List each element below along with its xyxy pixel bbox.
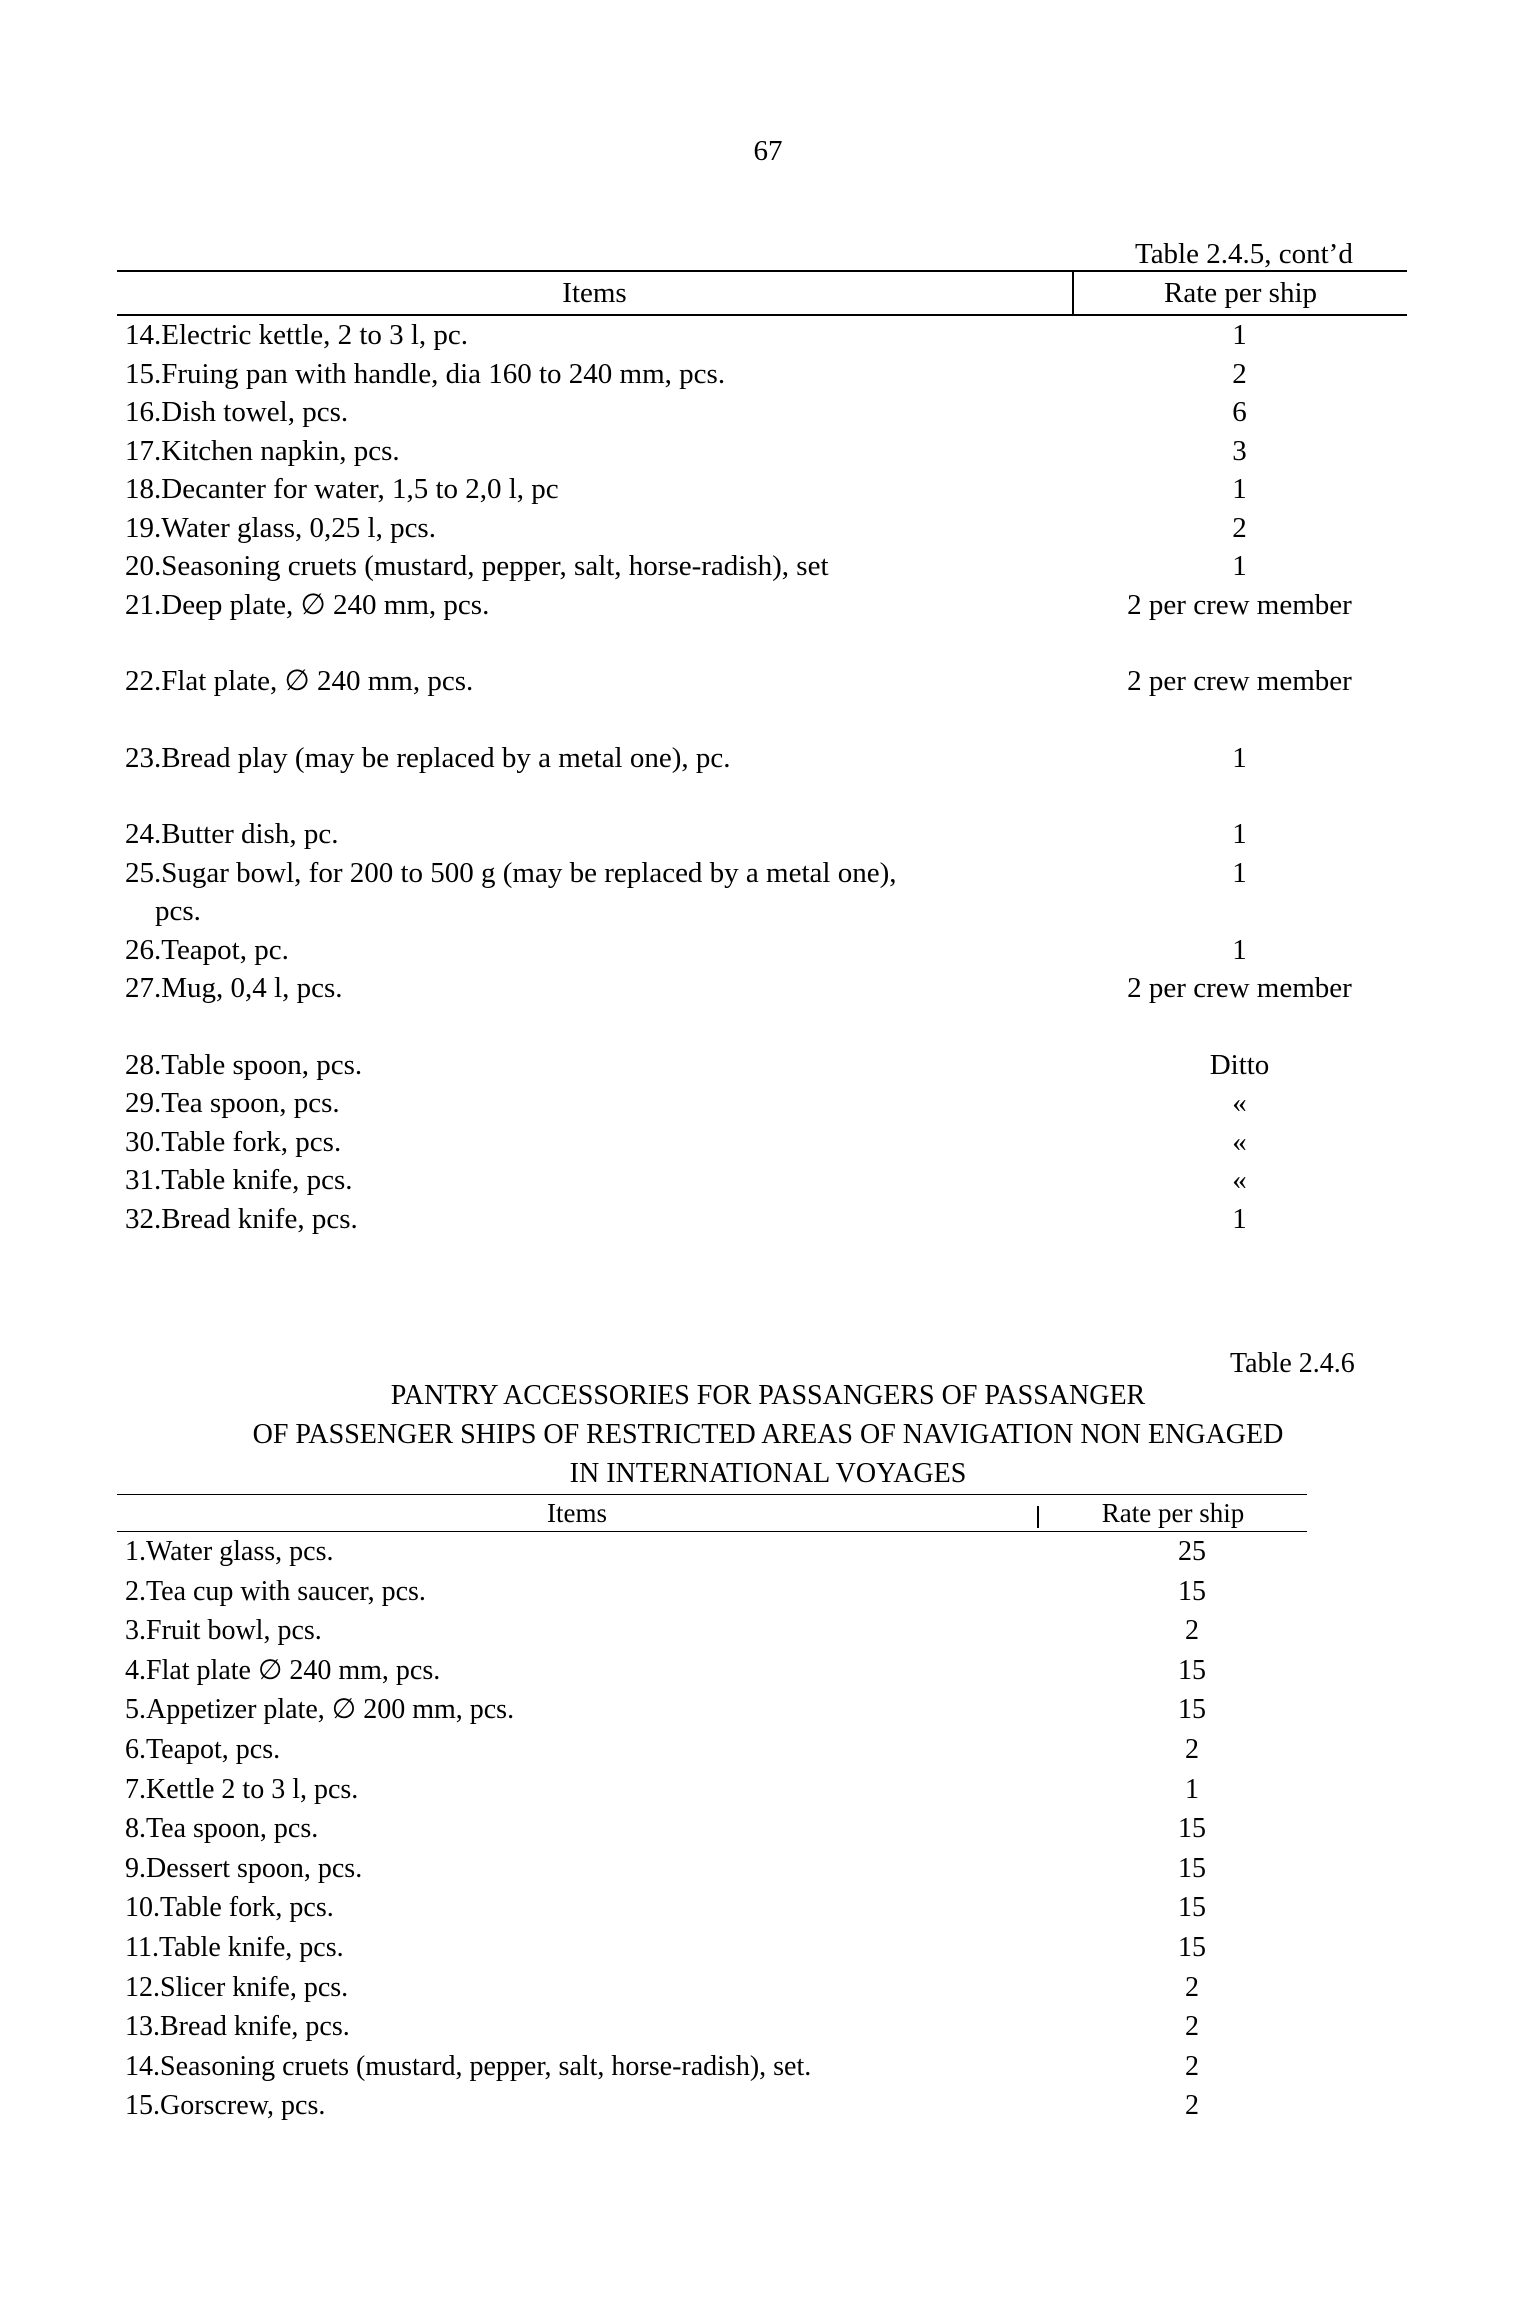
item-cell xyxy=(117,1770,1037,1810)
table-2-4-5 xyxy=(117,270,1407,1238)
item-cell xyxy=(117,662,1072,701)
table-row xyxy=(117,1888,1307,1928)
item-cell xyxy=(117,316,1072,355)
table-row xyxy=(117,586,1407,625)
table-row xyxy=(117,470,1407,509)
rate-cell: Ditto xyxy=(1209,1048,1270,1081)
table-header xyxy=(117,1494,1307,1532)
item-text: 31.Table knife, pcs. xyxy=(125,1164,353,1196)
table-row xyxy=(117,393,1407,432)
rate-cell: 15 xyxy=(1178,1813,1206,1845)
rate-cell: 2 xyxy=(1232,511,1247,544)
item-text: 23.Bread play (may be replaced by a metal one), pc. xyxy=(125,741,731,774)
item-text: 1.Water glass, pcs. xyxy=(125,1536,334,1567)
rate-cell: 1 xyxy=(1232,933,1247,966)
item-cell xyxy=(117,2007,1037,2047)
item-text: 19.Water glass, 0,25 l, pcs. xyxy=(125,511,436,544)
item-text: 27.Mug, 0,4 l, pcs. xyxy=(125,972,343,1004)
item-cell xyxy=(117,931,1072,970)
page-number: 67 xyxy=(753,135,783,167)
item-text: 24.Butter dish, pc. xyxy=(125,818,339,850)
item-cell xyxy=(117,854,1072,931)
item-cell xyxy=(117,1730,1037,1770)
item-text: 15.Fruing pan with handle, dia 160 to 240 mm, pcs. xyxy=(125,357,726,390)
table-body xyxy=(117,1532,1307,2126)
item-cell xyxy=(117,1651,1037,1691)
rate-cell: 1 xyxy=(1232,741,1247,774)
table-row xyxy=(117,1532,1307,1572)
table-row xyxy=(117,1928,1307,1968)
rate-cell: 1 xyxy=(1232,856,1247,889)
item-cell xyxy=(117,1161,1072,1200)
item-text: 17.Kitchen napkin, pcs. xyxy=(125,434,400,467)
rate-cell: 3 xyxy=(1232,434,1247,467)
rate-cell: 2 xyxy=(1185,1971,1199,2003)
table-caption: Table 2.4.5, cont’d xyxy=(1135,238,1353,270)
table-row xyxy=(117,1968,1307,2008)
item-text: 22.Flat plate, ∅ 240 mm, pcs. xyxy=(125,665,474,697)
table-row xyxy=(117,1200,1407,1239)
item-cell xyxy=(117,1084,1072,1123)
item-cell xyxy=(117,1123,1072,1162)
item-text: 18.Decanter for water, 1,5 to 2,0 l, pc xyxy=(125,473,559,505)
item-text: 11.Table knife, pcs. xyxy=(125,1931,344,1963)
item-cell xyxy=(117,393,1072,432)
table-row xyxy=(117,1161,1407,1200)
header-rate: Rate per ship xyxy=(1101,1497,1245,1528)
header-rate: Rate per ship xyxy=(1163,276,1317,309)
item-cell xyxy=(117,1928,1037,1968)
table-row xyxy=(117,355,1407,394)
table-row xyxy=(117,1572,1307,1612)
item-cell xyxy=(117,586,1072,625)
rate-cell: 2 per crew member xyxy=(1127,588,1352,621)
rate-cell: 2 per crew member xyxy=(1127,972,1352,1004)
item-cell xyxy=(117,1046,1072,1085)
rate-cell: 2 xyxy=(1185,2050,1199,2082)
item-cell xyxy=(117,2047,1037,2087)
rate-cell: 1 xyxy=(1185,1773,1199,1805)
rate-cell: « xyxy=(1232,1164,1247,1196)
table-2-4-6 xyxy=(117,1494,1307,2126)
table-row xyxy=(117,1770,1307,1810)
rate-cell: 2 xyxy=(1185,2090,1199,2122)
item-text: 8.Tea spoon, pcs. xyxy=(125,1813,319,1845)
item-text: 26.Teapot, pc. xyxy=(125,933,289,966)
item-cell xyxy=(117,1968,1037,2008)
table-row xyxy=(117,2047,1307,2087)
rate-cell: 1 xyxy=(1232,550,1247,582)
table-row xyxy=(117,662,1407,701)
item-cell xyxy=(117,1809,1037,1849)
item-text: 2.Tea cup with saucer, pcs. xyxy=(125,1575,426,1607)
table-row xyxy=(117,815,1407,854)
table-row xyxy=(117,1611,1307,1651)
item-cell xyxy=(117,509,1072,548)
rate-cell: 15 xyxy=(1178,1852,1206,1884)
table-row xyxy=(117,739,1407,778)
table-row xyxy=(117,931,1407,970)
table-body xyxy=(117,316,1407,1238)
item-cell xyxy=(117,969,1072,1008)
item-text: 14.Seasoning cruets (mustard, pepper, salt, horse-radish), set. xyxy=(125,2050,812,2082)
item-text-continuation: pcs. xyxy=(155,895,201,927)
item-text: 4.Flat plate ∅ 240 mm, pcs. xyxy=(125,1654,441,1686)
item-text: 13.Bread knife, pcs. xyxy=(125,2011,350,2043)
table-row xyxy=(117,969,1407,1008)
rate-cell: 15 xyxy=(1178,1654,1206,1686)
table-row xyxy=(117,854,1407,931)
rate-cell: 1 xyxy=(1232,818,1247,850)
rate-cell: 2 xyxy=(1185,1733,1199,1765)
item-cell xyxy=(117,1611,1037,1651)
item-text: 9.Dessert spoon, pcs. xyxy=(125,1852,363,1884)
rate-cell: 2 xyxy=(1232,357,1247,390)
item-text: 25.Sugar bowl, for 200 to 500 g (may be replaced by a metal one), xyxy=(125,856,897,889)
item-cell xyxy=(117,470,1072,509)
item-text: 29.Tea spoon, pcs. xyxy=(125,1087,340,1119)
rate-cell: 15 xyxy=(1178,1892,1206,1924)
table-row xyxy=(117,509,1407,548)
item-text: 28.Table spoon, pcs. xyxy=(125,1048,363,1081)
table-row xyxy=(117,1730,1307,1770)
table-row xyxy=(117,432,1407,471)
table-row xyxy=(117,1046,1407,1085)
item-cell xyxy=(117,2086,1037,2126)
rate-cell: 15 xyxy=(1178,1575,1206,1607)
item-text: 15.Gorscrew, pcs. xyxy=(125,2090,326,2122)
title-line: PANTRY ACCESSORIES FOR PASSANGERS OF PASSANGER xyxy=(390,1380,1146,1411)
rate-cell: 2 xyxy=(1185,1615,1199,1647)
item-text: 3.Fruit bowl, pcs. xyxy=(125,1615,322,1647)
item-cell xyxy=(117,815,1072,854)
title-line: OF PASSENGER SHIPS OF RESTRICTED AREAS OF NAVIGATION NON ENGAGED xyxy=(252,1419,1284,1450)
table-row xyxy=(117,1809,1307,1849)
item-cell xyxy=(117,1572,1037,1612)
title-line: IN INTERNATIONAL VOYAGES xyxy=(569,1458,967,1489)
header-items: Items xyxy=(117,272,1074,314)
item-text: 7.Kettle 2 to 3 l, pcs. xyxy=(125,1773,359,1805)
table-header xyxy=(117,270,1407,316)
item-cell xyxy=(117,1532,1037,1572)
item-cell xyxy=(117,739,1072,778)
rate-cell: 1 xyxy=(1232,319,1247,351)
table-row xyxy=(117,316,1407,355)
table-row xyxy=(117,2086,1307,2126)
table-row xyxy=(117,2007,1307,2047)
rate-cell: 1 xyxy=(1232,1202,1247,1235)
item-text: 10.Table fork, pcs. xyxy=(125,1892,334,1924)
rate-cell: 15 xyxy=(1178,1694,1206,1726)
item-cell xyxy=(117,1690,1037,1730)
table-row xyxy=(117,1123,1407,1162)
item-cell xyxy=(117,547,1072,586)
header-items: Items xyxy=(547,1498,607,1528)
rate-cell: 25 xyxy=(1178,1536,1206,1567)
item-cell xyxy=(117,1200,1072,1239)
item-text: 21.Deep plate, ∅ 240 mm, pcs. xyxy=(125,588,490,621)
item-text: 20.Seasoning cruets (mustard, pepper, salt, horse-radish), set xyxy=(125,550,829,582)
table-title xyxy=(0,1376,1536,1493)
rate-cell: « xyxy=(1232,1087,1247,1119)
item-text: 30.Table fork, pcs. xyxy=(125,1125,342,1158)
table-row xyxy=(117,1651,1307,1691)
item-text: 12.Slicer knife, pcs. xyxy=(125,1971,349,2003)
item-cell xyxy=(117,432,1072,471)
rate-cell: 6 xyxy=(1232,396,1247,428)
item-text: 16.Dish towel, pcs. xyxy=(125,396,349,428)
rate-cell: 15 xyxy=(1178,1931,1206,1963)
item-text: 14.Electric kettle, 2 to 3 l, pc. xyxy=(125,319,469,351)
rate-cell: « xyxy=(1232,1125,1247,1158)
item-cell xyxy=(117,1888,1037,1928)
table-row xyxy=(117,1084,1407,1123)
rate-cell: 2 per crew member xyxy=(1127,665,1352,697)
item-cell xyxy=(117,1849,1037,1889)
item-text: 6.Teapot, pcs. xyxy=(125,1733,281,1765)
table-row xyxy=(117,1849,1307,1889)
table-row xyxy=(117,547,1407,586)
item-cell xyxy=(117,355,1072,394)
table-caption: Table 2.4.6 xyxy=(1230,1348,1355,1379)
item-text: 5.Appetizer plate, ∅ 200 mm, pcs. xyxy=(125,1694,515,1726)
rate-cell: 2 xyxy=(1185,2011,1199,2043)
table-row xyxy=(117,1690,1307,1730)
item-text: 32.Bread knife, pcs. xyxy=(125,1202,358,1235)
rate-cell: 1 xyxy=(1232,473,1247,505)
